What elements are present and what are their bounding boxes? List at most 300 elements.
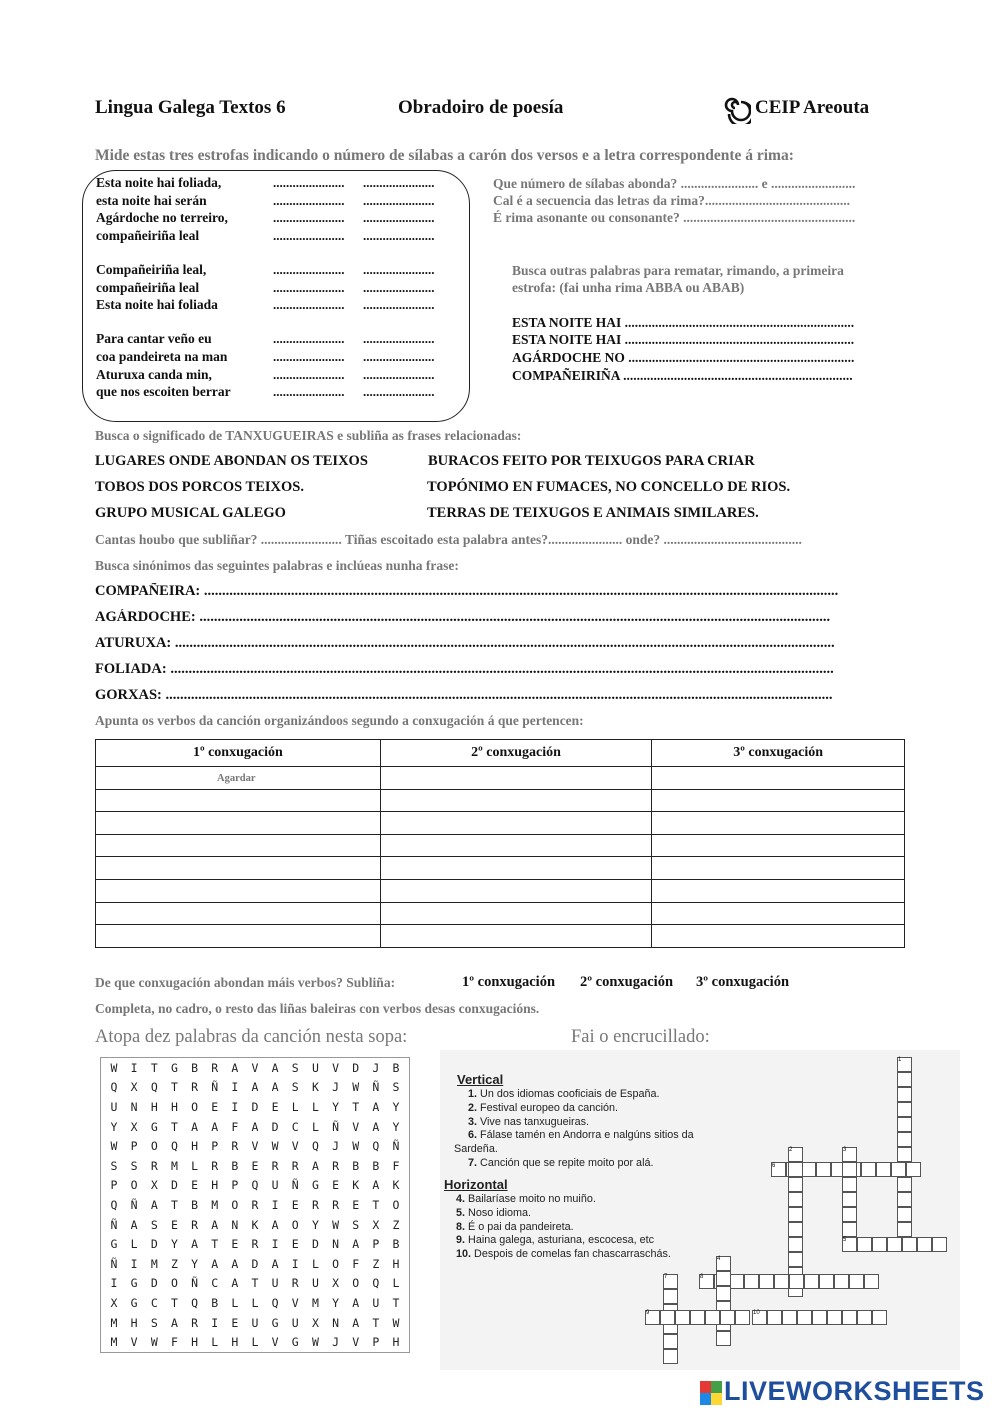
meaning-option[interactable]: BURACOS FEITO POR TEIXUGOS PARA CRIAR [428,453,755,469]
crossword-cell[interactable] [759,1274,774,1289]
wordsearch-letter[interactable]: Y [392,1099,400,1114]
wordsearch-letter[interactable]: W [150,1335,158,1350]
footer-brand[interactable]: LIVEWORKSHEETS [724,1376,985,1406]
wordsearch-letter[interactable]: L [311,1119,319,1134]
crossword-cell[interactable] [906,1162,921,1177]
crossword-cell[interactable] [897,1072,912,1087]
wordsearch-letter[interactable]: M [110,1335,118,1350]
wordsearch-letter[interactable]: T [352,1099,360,1114]
wordsearch-letter[interactable]: U [110,1099,118,1114]
wordsearch-letter[interactable]: G [130,1276,138,1291]
crossword-cell[interactable] [801,1162,816,1177]
wordsearch-letter[interactable]: G [170,1060,178,1075]
wordsearch-letter[interactable]: J [332,1139,340,1154]
wordsearch-letter[interactable]: H [170,1099,178,1114]
rhyme-letter-blank[interactable]: ...................... [363,367,435,382]
wordsearch-letter[interactable]: O [291,1217,299,1232]
wordsearch-letter[interactable]: D [271,1119,279,1134]
wordsearch-letter[interactable]: D [311,1237,319,1252]
syllable-count-blank[interactable]: ...................... [273,280,345,295]
wordsearch-letter[interactable]: Ñ [191,1276,199,1291]
crossword-cell[interactable] [788,1222,803,1237]
wordsearch-letter[interactable]: V [332,1060,340,1075]
crossword-cell[interactable] [660,1310,675,1325]
syllable-count-blank[interactable]: ...................... [273,331,345,346]
wordsearch-letter[interactable]: T [211,1237,219,1252]
wordsearch-letter[interactable]: Q [110,1197,118,1212]
crossword-cell[interactable] [788,1177,803,1192]
verb-cell[interactable] [652,789,905,812]
wordsearch-letter[interactable]: B [352,1158,360,1173]
verb-cell[interactable] [380,767,652,790]
crossword-cell[interactable] [827,1310,842,1325]
underline-count-question[interactable]: Cantas houbo que subliñar? ........................ Tiñas escoitado esta palabra antes?...................... onde? ......................................... [95,532,802,547]
syllable-count-blank[interactable]: ...................... [273,193,345,208]
wordsearch-letter[interactable]: L [392,1276,400,1291]
wordsearch-letter[interactable]: L [130,1237,138,1252]
wordsearch-letter[interactable]: N [231,1217,239,1232]
wordsearch-letter[interactable]: L [231,1295,239,1310]
wordsearch-letter[interactable]: E [251,1158,259,1173]
crossword-cell[interactable] [897,1222,912,1237]
wordsearch-letter[interactable]: E [170,1217,178,1232]
verb-cell[interactable] [652,812,905,835]
wordsearch-letter[interactable]: S [110,1158,118,1173]
wordsearch-letter[interactable]: Y [191,1256,199,1271]
crossword-cell[interactable] [705,1310,720,1325]
wordsearch-letter[interactable]: S [150,1217,158,1232]
wordsearch-letter[interactable]: A [271,1256,279,1271]
wordsearch-letter[interactable]: D [352,1060,360,1075]
wordsearch-letter[interactable]: V [291,1139,299,1154]
wordsearch-letter[interactable]: S [291,1060,299,1075]
wordsearch-letter[interactable]: R [291,1276,299,1291]
wordsearch-letter[interactable]: Ñ [110,1256,118,1271]
crossword-cell[interactable] [788,1207,803,1222]
wordsearch-letter[interactable]: Ñ [211,1080,219,1095]
rhyme-line[interactable]: AGÁRDOCHE NO ................................................................... [512,350,855,365]
wordsearch-letter[interactable]: A [211,1217,219,1232]
wordsearch-letter[interactable]: Ñ [130,1197,138,1212]
conjugation-option[interactable]: 1º conxugación [462,974,556,990]
wordsearch-letter[interactable]: E [231,1315,239,1330]
wordsearch-letter[interactable]: A [372,1119,380,1134]
wordsearch-letter[interactable]: H [392,1256,400,1271]
verb-cell[interactable] [380,902,652,925]
synonym-line[interactable]: AGÁRDOCHE: .............................................................................................................................................................................. [95,609,831,625]
wordsearch-letter[interactable]: Ñ [110,1217,118,1232]
wordsearch-letter[interactable]: E [231,1237,239,1252]
wordsearch-letter[interactable]: R [191,1217,199,1232]
crossword-cell[interactable] [729,1274,744,1289]
wordsearch-letter[interactable]: A [150,1197,158,1212]
wordsearch-letter[interactable]: G [291,1335,299,1350]
crossword-cell[interactable] [819,1274,834,1289]
verb-cell[interactable] [652,902,905,925]
wordsearch-letter[interactable]: B [211,1295,219,1310]
rhyme-letter-blank[interactable]: ...................... [363,331,435,346]
wordsearch-letter[interactable]: S [392,1080,400,1095]
wordsearch-letter[interactable]: K [311,1080,319,1095]
rhyme-line[interactable]: COMPAÑEIRIÑA .................................................................... [512,368,853,383]
wordsearch-letter[interactable]: U [311,1060,319,1075]
wordsearch-letter[interactable]: S [352,1217,360,1232]
crossword-cell[interactable] [816,1162,831,1177]
crossword-cell[interactable] [857,1310,872,1325]
wordsearch-letter[interactable]: I [211,1315,219,1330]
wordsearch-letter[interactable]: A [271,1060,279,1075]
crossword-cell[interactable] [849,1274,864,1289]
wordsearch-letter[interactable]: A [271,1080,279,1095]
wordsearch-letter[interactable]: R [191,1315,199,1330]
syllable-count-blank[interactable]: ...................... [273,349,345,364]
wordsearch-letter[interactable]: D [150,1276,158,1291]
wordsearch-letter[interactable]: H [130,1315,138,1330]
verb-cell[interactable] [652,767,905,790]
crossword-cell[interactable] [804,1274,819,1289]
crossword-cell[interactable] [872,1310,887,1325]
wordsearch-letter[interactable]: R [251,1237,259,1252]
wordsearch-letter[interactable]: H [150,1099,158,1114]
wordsearch-letter[interactable]: A [211,1119,219,1134]
wordsearch-letter[interactable]: A [231,1256,239,1271]
wordsearch-letter[interactable]: A [251,1080,259,1095]
wordsearch-letter[interactable]: X [150,1178,158,1193]
wordsearch-letter[interactable]: G [150,1119,158,1134]
crossword-cell[interactable] [782,1310,797,1325]
rhyme-letter-blank[interactable]: ...................... [363,349,435,364]
wordsearch-letter[interactable]: R [271,1158,279,1173]
verb-cell[interactable] [96,834,381,857]
crossword-cell[interactable] [675,1310,690,1325]
conjugation-option[interactable]: 3º conxugación [696,974,790,990]
wordsearch-letter[interactable]: A [352,1315,360,1330]
synonym-line[interactable]: ATURUXA: ...................................................................................................................................................................................... [95,635,835,651]
crossword-cell[interactable] [735,1310,750,1325]
wordsearch-letter[interactable]: U [271,1276,279,1291]
wordsearch-letter[interactable]: Q [311,1139,319,1154]
verb-cell[interactable] [380,879,652,902]
wordsearch-letter[interactable]: A [231,1276,239,1291]
crossword-cell[interactable] [788,1192,803,1207]
wordsearch-letter[interactable]: M [211,1197,219,1212]
wordsearch-letter[interactable]: D [150,1237,158,1252]
wordsearch-letter[interactable]: I [231,1080,239,1095]
wordsearch-letter[interactable]: I [231,1099,239,1114]
wordsearch-letter[interactable]: L [211,1335,219,1350]
meaning-option[interactable]: TOBOS DOS PORCOS TEIXOS. [95,479,304,495]
crossword-cell[interactable] [812,1310,827,1325]
wordsearch-letter[interactable]: O [392,1197,400,1212]
wordsearch-letter[interactable]: Ñ [332,1119,340,1134]
crossword-cell[interactable] [897,1102,912,1117]
wordsearch-letter[interactable]: Y [170,1237,178,1252]
wordsearch-letter[interactable]: I [130,1256,138,1271]
wordsearch-letter[interactable]: Z [170,1256,178,1271]
verb-cell[interactable] [652,834,905,857]
wordsearch-letter[interactable]: K [352,1178,360,1193]
wordsearch-letter[interactable]: C [150,1295,158,1310]
wordsearch-letter[interactable]: S [150,1315,158,1330]
crossword-cell[interactable] [872,1237,887,1252]
wordsearch-letter[interactable]: R [291,1158,299,1173]
wordsearch-letter[interactable]: U [251,1315,259,1330]
syllable-count-blank[interactable]: ...................... [273,262,345,277]
wordsearch-letter[interactable]: F [352,1256,360,1271]
crossword-cell[interactable] [716,1331,731,1346]
wordsearch-letter[interactable]: W [271,1139,279,1154]
meaning-option[interactable]: GRUPO MUSICAL GALEGO [95,505,286,521]
wordsearch-letter[interactable]: E [271,1099,279,1114]
crossword-cell[interactable] [663,1289,678,1304]
wordsearch-letter[interactable]: V [251,1139,259,1154]
wordsearch-letter[interactable]: Q [170,1139,178,1154]
syllable-count-blank[interactable]: ...................... [273,175,345,190]
wordsearch-letter[interactable]: P [231,1178,239,1193]
crossword-cell[interactable] [788,1237,803,1252]
wordsearch-letter[interactable]: L [251,1335,259,1350]
crossword-cell[interactable] [887,1237,902,1252]
wordsearch-letter[interactable]: I [271,1197,279,1212]
wordsearch-letter[interactable]: A [352,1295,360,1310]
wordsearch-letter[interactable]: E [291,1237,299,1252]
wordsearch-letter[interactable]: R [231,1139,239,1154]
verb-cell[interactable] [380,789,652,812]
crossword-cell[interactable] [774,1274,789,1289]
wordsearch-letter[interactable]: P [372,1237,380,1252]
wordsearch-letter[interactable]: U [291,1315,299,1330]
wordsearch-letter[interactable]: T [150,1060,158,1075]
wordsearch-letter[interactable]: H [231,1335,239,1350]
wordsearch-letter[interactable]: X [130,1119,138,1134]
rhyme-sequence-question[interactable]: Cal é a secuencia das letras da rima?........................................... [493,193,850,208]
wordsearch-letter[interactable]: T [170,1197,178,1212]
wordsearch-letter[interactable]: E [332,1178,340,1193]
wordsearch-letter[interactable]: O [170,1276,178,1291]
meaning-option[interactable]: TERRAS DE TEIXUGOS E ANIMAIS SIMILARES. [427,505,759,521]
verb-cell[interactable] [652,857,905,880]
wordsearch-letter[interactable]: E [291,1197,299,1212]
wordsearch-letter[interactable]: Y [332,1295,340,1310]
wordsearch-letter[interactable]: F [392,1158,400,1173]
wordsearch-letter[interactable]: H [191,1139,199,1154]
wordsearch-letter[interactable]: D [170,1178,178,1193]
wordsearch-letter[interactable]: N [332,1237,340,1252]
verb-cell[interactable] [96,767,381,790]
wordsearch-letter[interactable]: L [251,1295,259,1310]
wordsearch-letter[interactable]: A [231,1060,239,1075]
crossword-cell[interactable] [842,1310,857,1325]
rhyme-letter-blank[interactable]: ...................... [363,193,435,208]
wordsearch-letter[interactable]: T [392,1295,400,1310]
crossword-cell[interactable] [891,1162,906,1177]
wordsearch-letter[interactable]: Ñ [291,1178,299,1193]
wordsearch-grid[interactable] [100,1057,410,1353]
wordsearch-letter[interactable]: O [130,1178,138,1193]
wordsearch-letter[interactable]: P [372,1335,380,1350]
wordsearch-letter[interactable]: A [372,1099,380,1114]
wordsearch-letter[interactable]: U [311,1276,319,1291]
wordsearch-letter[interactable]: Q [372,1139,380,1154]
wordsearch-letter[interactable]: N [332,1315,340,1330]
wordsearch-letter[interactable]: M [170,1158,178,1173]
crossword-cell[interactable] [897,1117,912,1132]
wordsearch-letter[interactable]: T [170,1080,178,1095]
crossword-cell[interactable] [897,1207,912,1222]
wordsearch-letter[interactable]: M [110,1315,118,1330]
wordsearch-letter[interactable]: K [392,1178,400,1193]
wordsearch-letter[interactable]: V [130,1335,138,1350]
wordsearch-letter[interactable]: G [271,1315,279,1330]
crossword-cell[interactable] [842,1177,857,1192]
rhyme-letter-blank[interactable]: ...................... [363,228,435,243]
wordsearch-letter[interactable]: B [231,1158,239,1173]
wordsearch-letter[interactable]: R [251,1197,259,1212]
wordsearch-letter[interactable]: W [110,1139,118,1154]
crossword-cell[interactable] [788,1252,803,1267]
wordsearch-letter[interactable]: G [130,1295,138,1310]
wordsearch-letter[interactable]: Q [372,1276,380,1291]
verb-cell[interactable] [652,879,905,902]
crossword-cell[interactable] [834,1274,849,1289]
wordsearch-letter[interactable]: S [130,1158,138,1173]
wordsearch-letter[interactable]: E [211,1099,219,1114]
verb-cell[interactable] [96,789,381,812]
wordsearch-letter[interactable]: Z [372,1256,380,1271]
wordsearch-letter[interactable]: R [311,1197,319,1212]
wordsearch-letter[interactable]: U [372,1295,380,1310]
wordsearch-letter[interactable]: V [291,1295,299,1310]
wordsearch-letter[interactable]: I [130,1060,138,1075]
wordsearch-letter[interactable]: L [291,1099,299,1114]
wordsearch-letter[interactable]: P [110,1178,118,1193]
wordsearch-letter[interactable]: L [191,1158,199,1173]
crossword-cell[interactable] [932,1237,947,1252]
verb-cell[interactable] [96,879,381,902]
wordsearch-letter[interactable]: R [211,1060,219,1075]
wordsearch-letter[interactable]: P [211,1139,219,1154]
crossword-cell[interactable] [690,1310,705,1325]
syllable-count-blank[interactable]: ...................... [273,367,345,382]
wordsearch-letter[interactable]: A [251,1119,259,1134]
wordsearch-letter[interactable]: T [372,1315,380,1330]
rhyme-type-question[interactable]: É rima asonante ou consonante? ................................................... [493,210,856,225]
wordsearch-letter[interactable]: M [150,1256,158,1271]
wordsearch-letter[interactable]: X [130,1080,138,1095]
synonym-line[interactable]: FOLIADA: ....................................................................................................................................................................................... [95,661,834,677]
wordsearch-letter[interactable]: D [251,1256,259,1271]
crossword-cell[interactable] [789,1274,804,1289]
wordsearch-letter[interactable]: B [372,1158,380,1173]
wordsearch-letter[interactable]: R [332,1158,340,1173]
wordsearch-letter[interactable]: S [291,1080,299,1095]
syllable-count-blank[interactable]: ...................... [273,384,345,399]
wordsearch-letter[interactable]: R [211,1158,219,1173]
wordsearch-letter[interactable]: R [150,1158,158,1173]
synonym-line[interactable]: GORXAS: ........................................................................................................................................................................................ [95,687,833,703]
wordsearch-letter[interactable]: O [332,1256,340,1271]
rhyme-letter-blank[interactable]: ...................... [363,384,435,399]
wordsearch-letter[interactable]: A [211,1256,219,1271]
rhyme-letter-blank[interactable]: ...................... [363,210,435,225]
meaning-option[interactable]: TOPÓNIMO EN FUMACES, NO CONCELLO DE RIOS. [427,479,791,495]
wordsearch-letter[interactable]: T [170,1295,178,1310]
wordsearch-letter[interactable]: A [311,1158,319,1173]
wordsearch-letter[interactable]: I [291,1256,299,1271]
wordsearch-letter[interactable]: E [191,1178,199,1193]
wordsearch-letter[interactable]: F [231,1119,239,1134]
wordsearch-letter[interactable]: A [130,1217,138,1232]
wordsearch-letter[interactable]: R [332,1197,340,1212]
wordsearch-letter[interactable]: P [130,1139,138,1154]
wordsearch-letter[interactable]: M [311,1295,319,1310]
wordsearch-letter[interactable]: K [251,1217,259,1232]
wordsearch-letter[interactable]: A [271,1217,279,1232]
verb-cell[interactable] [96,902,381,925]
wordsearch-letter[interactable]: C [211,1276,219,1291]
wordsearch-letter[interactable]: A [372,1178,380,1193]
wordsearch-letter[interactable]: J [332,1080,340,1095]
crossword-cell[interactable] [797,1310,812,1325]
wordsearch-letter[interactable]: Q [251,1178,259,1193]
crossword-cell[interactable] [842,1162,857,1177]
crossword-cell[interactable] [861,1162,876,1177]
wordsearch-letter[interactable]: X [372,1217,380,1232]
crossword-cell[interactable] [767,1310,782,1325]
synonym-line[interactable]: COMPAÑEIRA: ............................................................................................................................................................................... [95,583,839,599]
wordsearch-letter[interactable]: Y [311,1217,319,1232]
wordsearch-letter[interactable]: Ñ [372,1080,380,1095]
syllable-count-blank[interactable]: ...................... [273,297,345,312]
wordsearch-letter[interactable]: J [372,1060,380,1075]
wordsearch-letter[interactable]: H [191,1335,199,1350]
syllable-count-blank[interactable]: ...................... [273,228,345,243]
wordsearch-letter[interactable]: T [372,1197,380,1212]
wordsearch-letter[interactable]: A [170,1315,178,1330]
rhyme-letter-blank[interactable]: ...................... [363,262,435,277]
conjugation-option[interactable]: 2º conxugación [580,974,674,990]
crossword-cell[interactable] [897,1192,912,1207]
wordsearch-letter[interactable]: U [271,1178,279,1193]
wordsearch-letter[interactable]: O [150,1139,158,1154]
wordsearch-letter[interactable]: A [191,1237,199,1252]
verb-cell[interactable] [652,925,905,948]
wordsearch-letter[interactable]: R [191,1080,199,1095]
crossword-cell[interactable] [857,1237,872,1252]
wordsearch-letter[interactable]: B [191,1197,199,1212]
wordsearch-letter[interactable]: J [332,1335,340,1350]
wordsearch-letter[interactable]: O [191,1099,199,1114]
crossword-cell[interactable] [744,1274,759,1289]
crossword-cell[interactable] [788,1162,803,1177]
crossword-cell[interactable] [897,1147,912,1162]
wordsearch-letter[interactable]: E [352,1197,360,1212]
wordsearch-letter[interactable]: Y [332,1099,340,1114]
wordsearch-letter[interactable]: D [251,1099,259,1114]
wordsearch-letter[interactable]: F [170,1335,178,1350]
crossword-cell[interactable] [842,1222,857,1237]
verb-cell[interactable] [96,857,381,880]
crossword-cell[interactable] [842,1207,857,1222]
wordsearch-letter[interactable]: W [311,1335,319,1350]
wordsearch-letter[interactable]: Q [191,1295,199,1310]
crossword-cell[interactable] [716,1271,731,1286]
wordsearch-letter[interactable]: A [352,1237,360,1252]
verb-cell[interactable] [380,812,652,835]
wordsearch-letter[interactable]: G [311,1178,319,1193]
verb-cell[interactable] [96,925,381,948]
rhyme-line[interactable]: ESTA NOITE HAI .................................................................... [512,332,855,347]
